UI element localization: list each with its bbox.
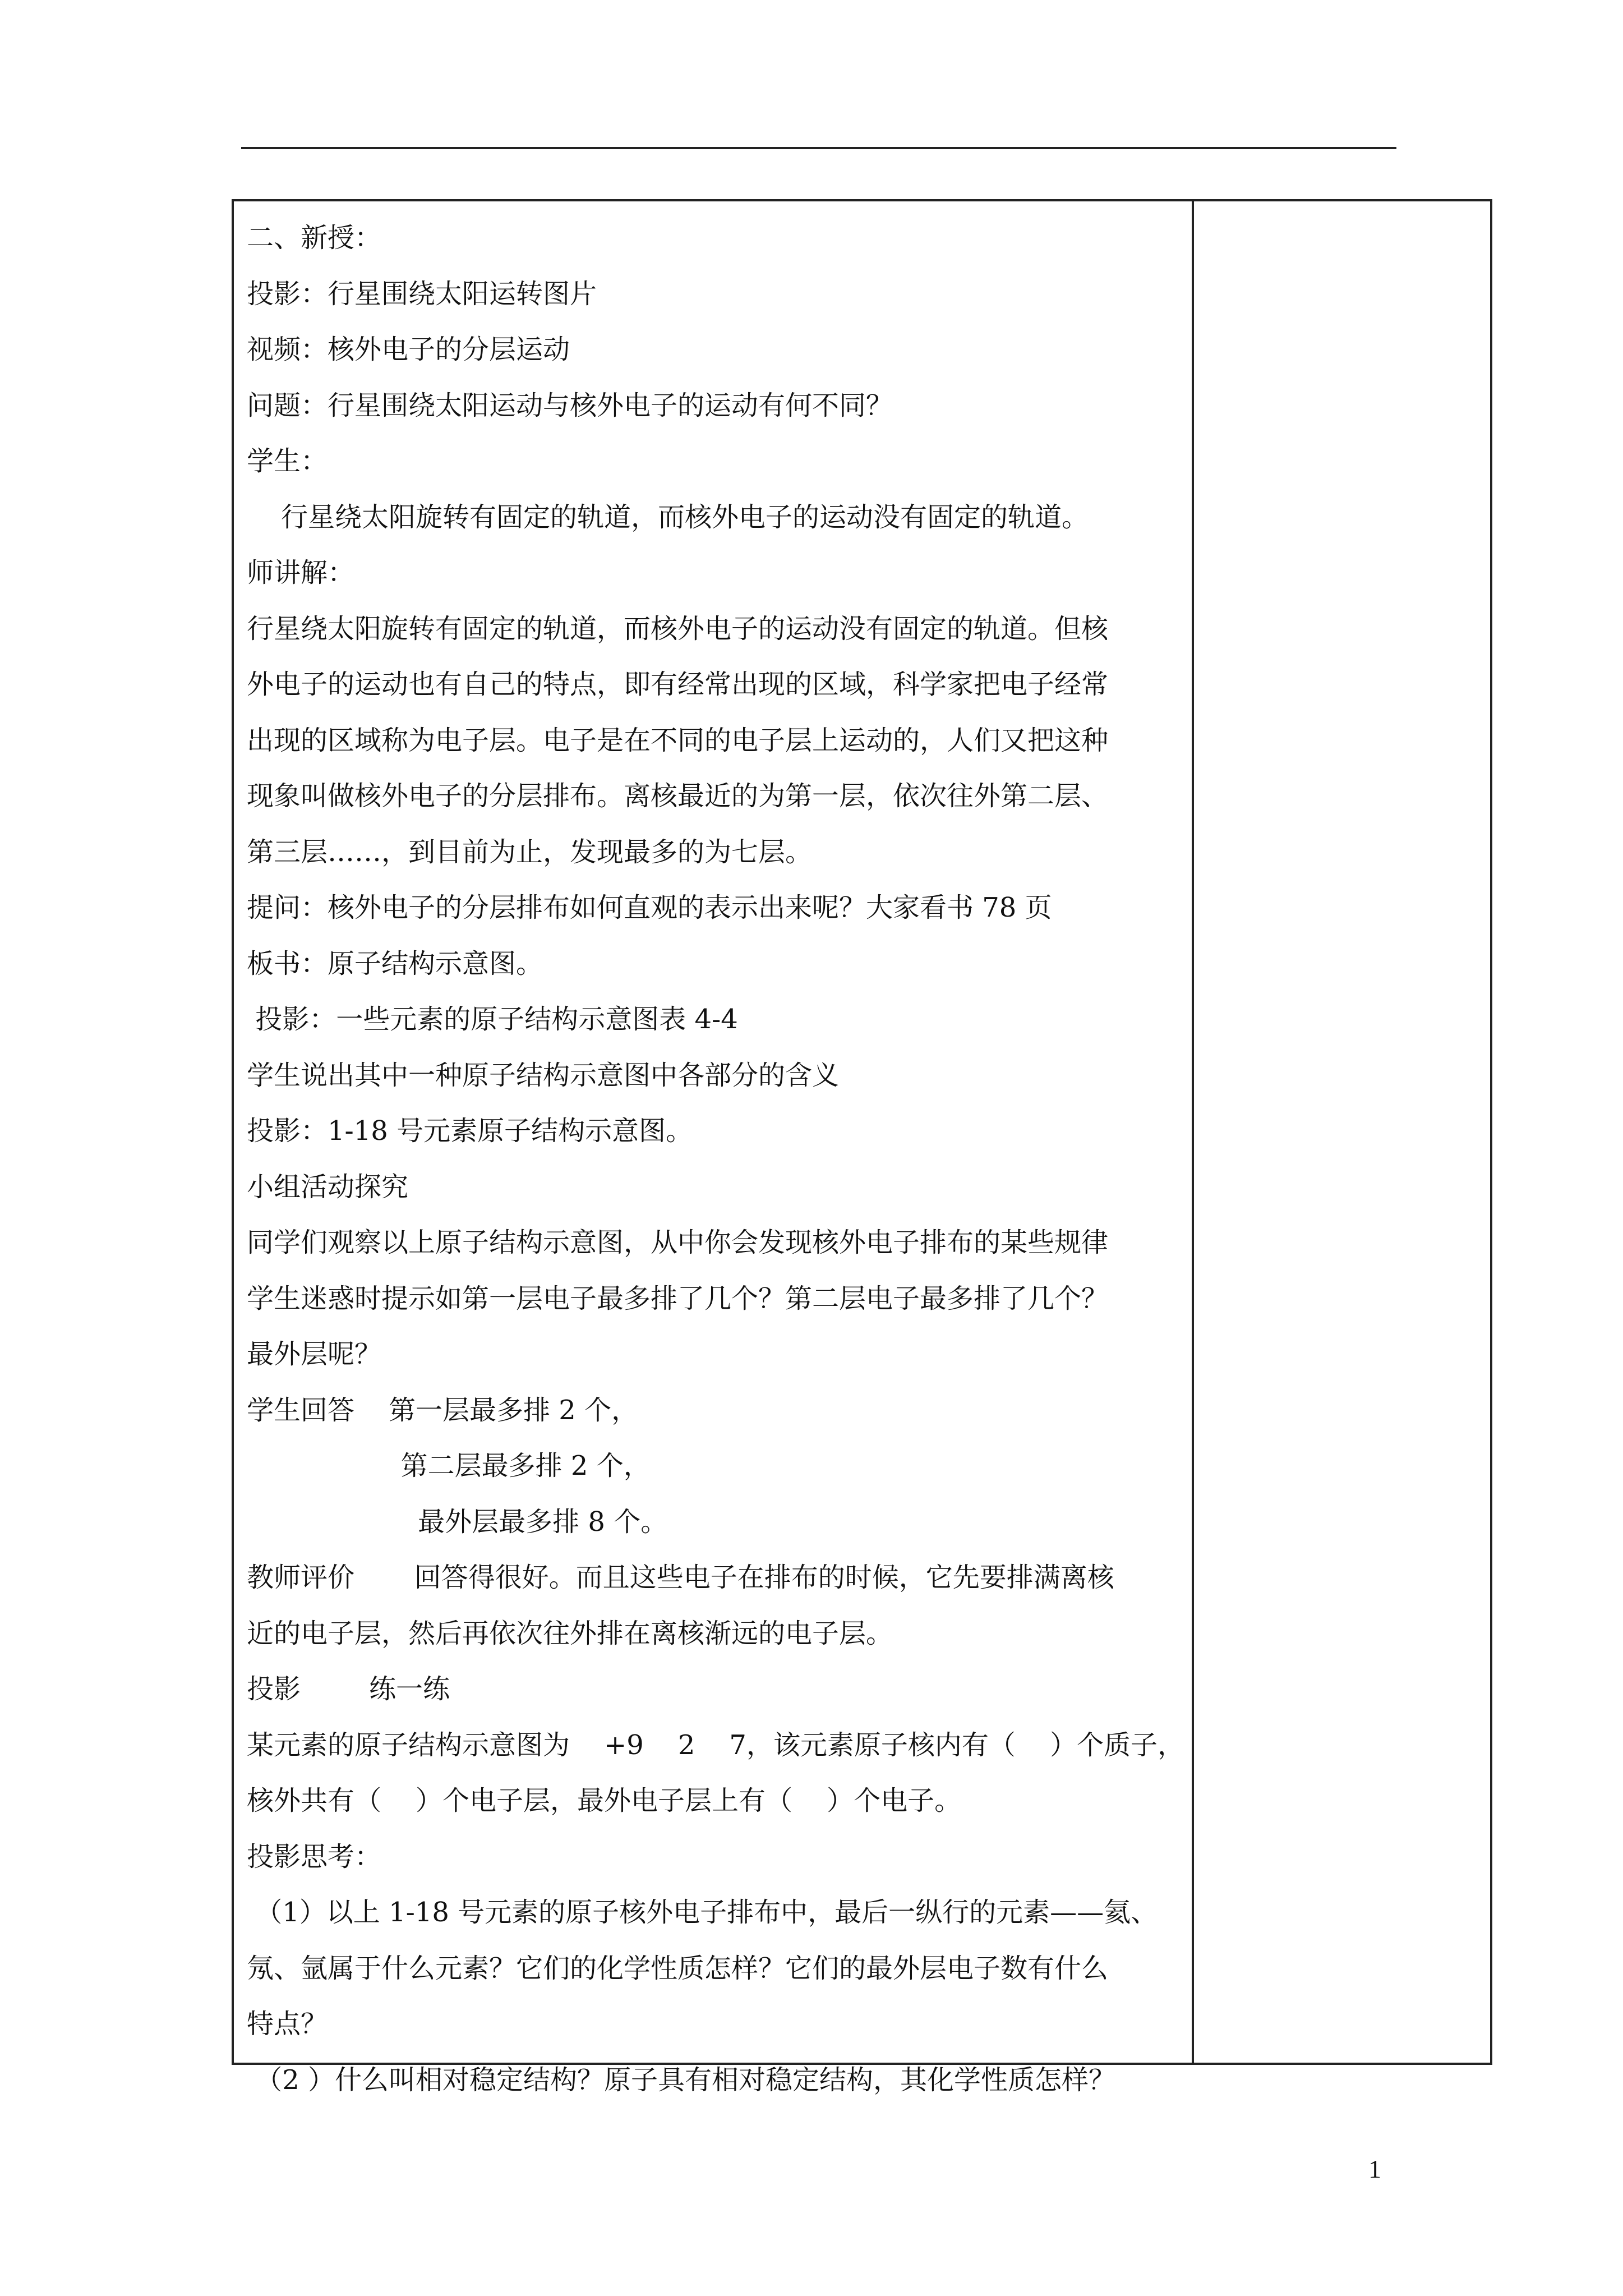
text-line: 二、新授：	[247, 222, 382, 254]
text-line: 特点？	[247, 2008, 328, 2040]
text-line: 投影思考：	[247, 1841, 382, 1872]
text-line: 氖、氩属于什么元素？它们的化学性质怎样？它们的最外层电子数有什么	[247, 1952, 1109, 1984]
text-line: 某元素的原子结构示意图为 +9 2 7，该元素原子核内有（ ）个质子，	[247, 1729, 1184, 1761]
text-line: 小组活动探究	[247, 1171, 409, 1203]
text-line: 最外层最多排 8 个。	[247, 1506, 668, 1538]
text-line: 投影：行星围绕太阳运转图片	[247, 278, 597, 310]
text-line: 行星绕太阳旋转有固定的轨道，而核外电子的运动没有固定的轨道。	[247, 501, 1089, 533]
text-line: 提问：核外电子的分层排布如何直观的表示出来呢？大家看书 78 页	[247, 892, 1052, 923]
page-number: 1	[1368, 2155, 1381, 2183]
text-line: 外电子的运动也有自己的特点，即有经常出现的区域，科学家把电子经常	[247, 669, 1109, 700]
text-line: 问题：行星围绕太阳运动与核外电子的运动有何不同？	[247, 389, 893, 421]
text-line: 行星绕太阳旋转有固定的轨道，而核外电子的运动没有固定的轨道。但核	[247, 613, 1109, 645]
text-line: 投影：1-18 号元素原子结构示意图。	[247, 1115, 693, 1147]
text-line: （2 ）什么叫相对稳定结构？原子具有相对稳定结构，其化学性质怎样？	[247, 2064, 1116, 2096]
text-line: 学生：	[247, 445, 328, 477]
text-line: 第二层最多排 2 个，	[247, 1450, 651, 1481]
text-line: 投影 练一练	[247, 1673, 450, 1705]
text-line: 学生说出其中一种原子结构示意图中各部分的含义	[247, 1059, 840, 1091]
text-line: 同学们观察以上原子结构示意图，从中你会发现核外电子排布的某些规律	[247, 1227, 1109, 1258]
text-line: 近的电子层，然后再依次往外排在离核渐远的电子层。	[247, 1617, 893, 1649]
text-line: 出现的区域称为电子层。电子是在不同的电子层上运动的，人们又把这种	[247, 724, 1109, 756]
text-line: 最外层呢？	[247, 1338, 382, 1370]
notes-cell	[1194, 201, 1490, 2063]
text-line: 视频：核外电子的分层运动	[247, 334, 570, 365]
text-line: 核外共有（ ）个电子层，最外电子层上有（ ）个电子。	[247, 1785, 962, 1816]
text-line: 投影：一些元素的原子结构示意图表 4-4	[247, 1004, 738, 1035]
text-line: 板书：原子结构示意图。	[247, 947, 543, 979]
text-line: 学生迷惑时提示如第一层电子最多排了几个？第二层电子最多排了几个？	[247, 1282, 1109, 1314]
text-line: 现象叫做核外电子的分层排布。离核最近的为第一层，依次往外第二层、	[247, 780, 1109, 812]
text-line: 学生回答 第一层最多排 2 个，	[247, 1394, 639, 1426]
lesson-content-cell	[247, 210, 1189, 2108]
text-line: 第三层……，到目前为止，发现最多的为七层。	[247, 836, 813, 868]
text-line: 教师评价 回答得很好。而且这些电子在排布的时候，它先要排满离核	[247, 1562, 1114, 1593]
text-line: 师讲解：	[247, 557, 355, 588]
text-line: （1）以上 1-18 号元素的原子核外电子排布中，最后一纵行的元素——氦、	[247, 1897, 1158, 1928]
header-rule	[241, 147, 1396, 149]
